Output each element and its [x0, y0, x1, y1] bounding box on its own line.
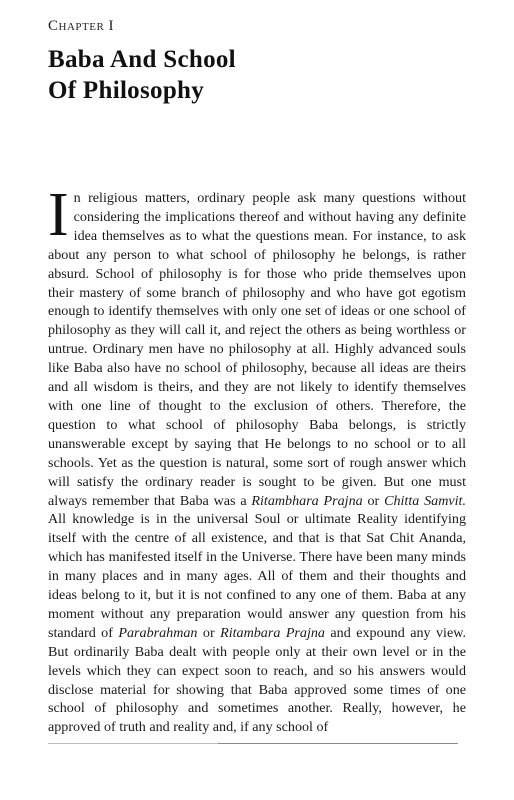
chapter-title-line-2: Of Philosophy: [48, 77, 205, 104]
body-italic-term: Ritambhara Prajna: [251, 492, 363, 509]
body-paragraph: [48, 181, 466, 737]
chapter-title-line-1: Baba And School: [48, 46, 236, 73]
body-italic-term: Parabrahman: [118, 624, 198, 641]
body-text-segment: or: [197, 624, 221, 641]
drop-cap: I: [48, 181, 69, 249]
footer-rule: [48, 743, 456, 744]
body-text-segment: or: [362, 492, 385, 509]
body-text-segment: and expound any view. But ordinarily Baba dealt with people only at their own level or in the levels which they can expect soon to reach, and so his answers would disclose material for showing that Baba approved some times of one school of philosophy and sometimes another. Really, however, he approved of truth and reality and, if any school of: [48, 624, 466, 736]
body-text-segment: n religious matters, ordinary people ask many questions without considering the implications thereof and without having any definite idea themselves as to what the questions mean. For instance, to ask about any person to what school of philosophy he belongs, is rather absurd. School of philosophy is for those who pride themselves upon their mastery of some branch of philosophy and who have got egotism enough to identify themselves with only one set of ideas or one school of philosophy as they will call it, and reject the others as being worthless or untrue. Ordinary men have no philosophy at all. Highly advanced souls like Baba also have no school of philosophy, because all ideas are theirs and all wisdom is theirs, and they are not likely to identify themselves with one line of thought to the exclusion of others. Therefore, the question to what school of philosophy Baba belongs, is strictly unanswerable except by saying that He belongs to no school or to all schools. Yet as the question is natural, some sort of rough answer which will satisfy the ordinary reader is sought to be given. But one must always remember that Baba was a: [48, 190, 466, 509]
body-italic-term: Ritambara Prajna: [220, 624, 325, 641]
body-italic-term: Chitta Samvit.: [384, 492, 466, 509]
chapter-title: [48, 44, 348, 106]
body-text-segment: All knowledge is in the universal Soul or ultimate Reality identifying itself with the centre of all existence, and that is that Sat Chit Ananda, which has manifested itself in the Universe. There have been many minds in many places and in many ages. All of them and their thoughts and ideas belong to it, but it is not confined to any one of them. Baba at any moment without any preparation would answer any question from his standard of: [48, 511, 466, 641]
chapter-label: Chapter I: [48, 18, 115, 34]
